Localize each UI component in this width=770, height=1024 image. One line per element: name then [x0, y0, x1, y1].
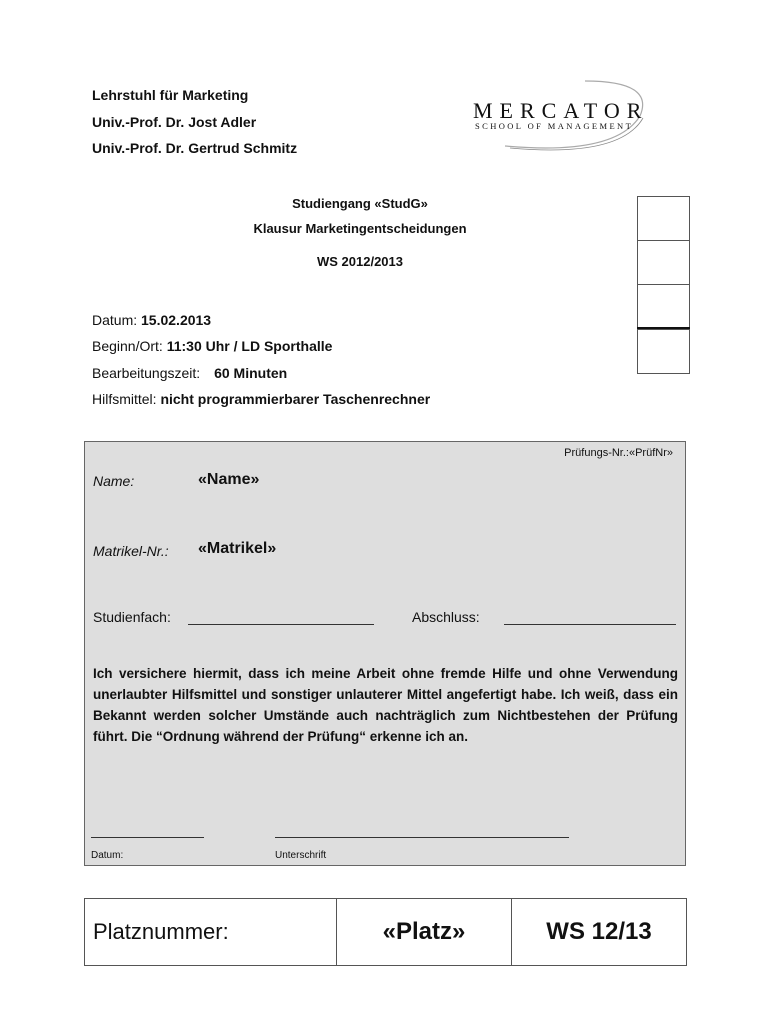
- matrikel-value[interactable]: «Matrikel»: [198, 540, 277, 557]
- begin-value: 11:30 Uhr / LD Sporthalle: [166, 338, 333, 354]
- student-form: [84, 441, 686, 866]
- aids-value: nicht programmierbarer Taschenrechner: [160, 391, 431, 407]
- date-value: 15.02.2013: [141, 312, 212, 328]
- declaration-text: Ich versichere hiermit, dass ich meine Arbeit ohne fremde Hilfe und ohne Verwendung unerlaubter Hilfsmittel und sonstiger unlauterer Mittel angefertigt habe. Ich weiß, dass ein Bekannt werden solcher Umstände auch nachträglich zum Nichtbestehen der Prüfung führt. Die “Ordnung während der Prüfung“ erkenne ich an.: [93, 666, 678, 744]
- seat-label: Platznummer:: [85, 899, 337, 965]
- subject-field[interactable]: [188, 624, 374, 625]
- begin-label: Beginn/Ort:: [92, 338, 163, 354]
- mercator-logo: [465, 76, 695, 156]
- sign-date-label: Datum:: [91, 850, 124, 861]
- aids-row: [92, 391, 430, 407]
- duration-label: Bearbeitungszeit:: [92, 365, 201, 381]
- exam-number: Prüfungs-Nr.:«PrüfNr»: [564, 447, 673, 459]
- begin-row: [92, 338, 332, 354]
- grade-box-1: [637, 196, 690, 241]
- duration-row: [92, 365, 287, 381]
- seat-box: [84, 898, 687, 966]
- exam-semester: WS 2012/2013: [316, 254, 403, 269]
- professor-2: Univ.-Prof. Dr. Gertrud Schmitz: [92, 140, 298, 156]
- degree-label: Abschluss:: [412, 609, 480, 625]
- grade-box-2: [637, 240, 690, 285]
- signature-label: Unterschrift: [275, 850, 327, 861]
- grade-box-4: [637, 329, 690, 374]
- date-label: Datum:: [92, 312, 138, 328]
- aids-label: Hilfsmittel:: [92, 391, 157, 407]
- logo-wordmark: MERCATOR: [473, 98, 649, 123]
- seat-value: «Platz»: [337, 899, 512, 965]
- name-value[interactable]: «Name»: [198, 471, 260, 488]
- duration-value: 60 Minuten: [214, 365, 288, 381]
- sign-date-line[interactable]: [91, 837, 204, 838]
- professor-1: Univ.-Prof. Dr. Jost Adler: [92, 114, 257, 130]
- subject-label: Studienfach:: [93, 609, 171, 625]
- name-label: Name:: [93, 473, 135, 489]
- grade-box-3: [637, 284, 690, 329]
- chair-name: Lehrstuhl für Marketing: [92, 87, 249, 103]
- signature-line[interactable]: [275, 837, 569, 838]
- matrikel-label: Matrikel-Nr.:: [93, 543, 169, 559]
- program-line: Studiengang «StudG»: [292, 196, 428, 211]
- exam-title: Klausur Marketingentscheidungen: [253, 221, 467, 236]
- degree-field[interactable]: [504, 624, 676, 625]
- logo-tagline: SCHOOL OF MANAGEMENT: [475, 121, 634, 131]
- seat-semester: WS 12/13: [546, 918, 652, 945]
- date-row: [92, 312, 211, 328]
